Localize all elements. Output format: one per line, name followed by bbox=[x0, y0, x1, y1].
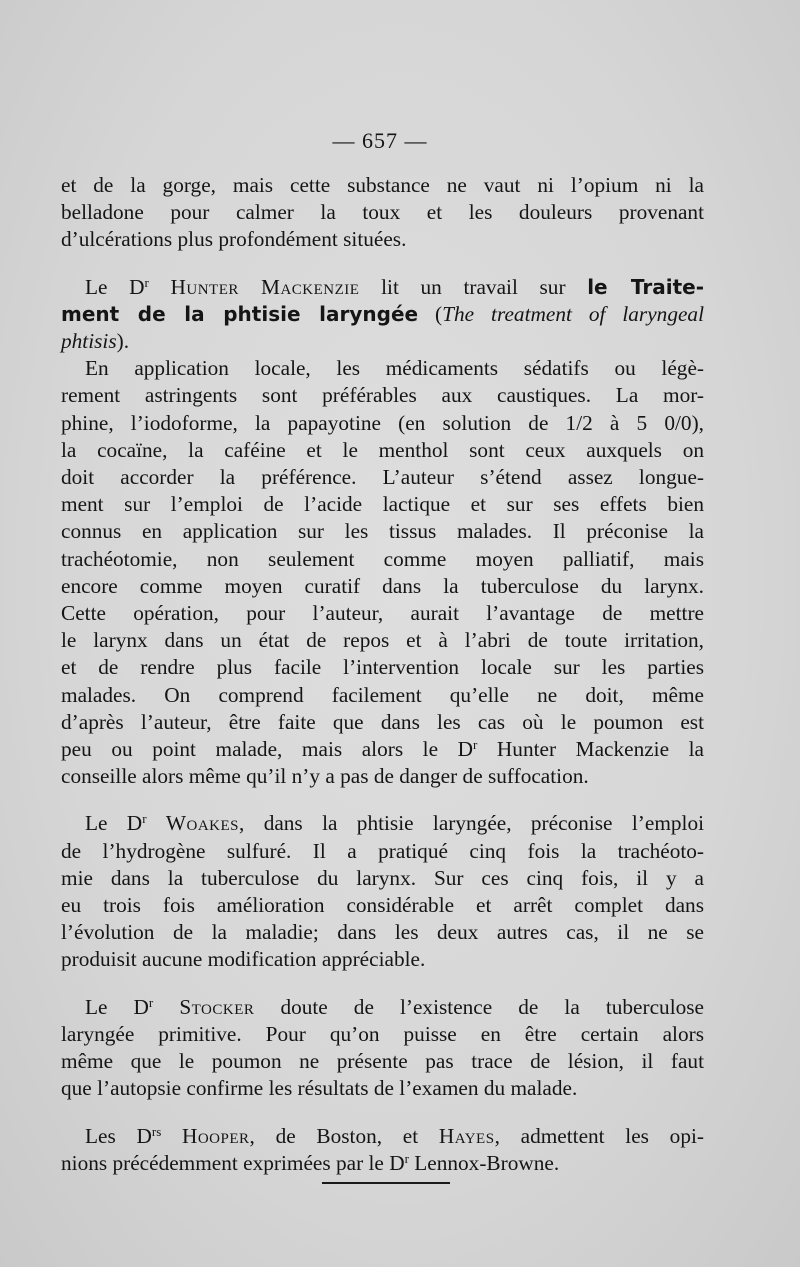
text-line: que l’autopsie confirme les résultats de l’examen du malade. bbox=[61, 1076, 578, 1101]
text-line: encore comme moyen curatif dans la tuberculose du larynx. bbox=[61, 573, 704, 598]
text-line: et de rendre plus facile l’intervention locale sur les parties bbox=[61, 655, 704, 680]
author-name: Woakes bbox=[165, 811, 240, 836]
author-name: Hayes bbox=[438, 1123, 495, 1148]
text-line: malades. On comprend facilement qu’elle ne doit, même bbox=[61, 682, 704, 707]
text-line: ment de la phtisie laryngée (The treatment of laryngeal bbox=[61, 301, 704, 326]
text-line: nions précédemment exprimées par le $D^r$ Lennox-Browne. bbox=[61, 1150, 560, 1175]
text-line: phtisis). bbox=[61, 329, 130, 354]
text-line: belladone pour calmer la toux et les douleurs provenant bbox=[61, 200, 704, 225]
paragraph-6 bbox=[61, 1123, 704, 1177]
body-text bbox=[61, 172, 704, 1177]
text-line: ment sur l’emploi de l’acide lactique et sur ses effets bien bbox=[61, 492, 704, 517]
text-line: peu ou point malade, mais alors le $D^r$ Hunter Mackenzie la bbox=[61, 737, 704, 762]
article-title: le Traite- bbox=[587, 274, 705, 299]
paragraph-3 bbox=[61, 355, 704, 790]
english-title: The treatment of laryngeal bbox=[442, 301, 704, 326]
text-line: de l’hydrogène sulfuré. Il a pratiqué cinq fois la trachéoto- bbox=[61, 838, 704, 863]
section-divider bbox=[322, 1182, 450, 1184]
text-line: eu trois fois amélioration considérable et arrêt complet dans bbox=[61, 893, 704, 918]
text-line: mie dans la tuberculose du larynx. Sur ces cinq fois, il y a bbox=[61, 865, 704, 890]
text-line: doit accorder la préférence. L’auteur s’étend assez longue- bbox=[61, 465, 704, 490]
paragraph-2 bbox=[61, 274, 704, 356]
text-line: d’ulcérations plus profondément situées. bbox=[61, 227, 407, 252]
text-line: Le $D^r$ Hunter Mackenzie lit un travail sur le Traite- bbox=[85, 274, 705, 299]
paragraph-5 bbox=[61, 994, 704, 1103]
author-name: Hooper bbox=[181, 1123, 250, 1148]
text-line: conseille alors même qu’il n’y a pas de danger de suffocation. bbox=[61, 764, 589, 789]
article-title: ment de la phtisie laryngée bbox=[61, 301, 419, 326]
text-line: même que le poumon ne présente pas trace de lésion, il faut bbox=[61, 1049, 704, 1074]
page-number: — 657 — bbox=[332, 128, 428, 153]
paragraph-4 bbox=[61, 810, 704, 973]
text-line: phine, l’iodoforme, la papayotine (en solution de 1/2 à 5 0/0), bbox=[61, 410, 704, 435]
text-line: Les $D^{rs}$ Hooper, de Boston, et Hayes, admettent les opi- bbox=[85, 1123, 704, 1148]
text-line: laryngée primitive. Pour qu’on puisse en être certain alors bbox=[61, 1021, 704, 1046]
text-line: trachéotomie, non seulement comme moyen palliatif, mais bbox=[61, 546, 704, 571]
text-line: En application locale, les médicaments sédatifs ou légè- bbox=[85, 356, 704, 381]
text-line: et de la gorge, mais cette substance ne vaut ni l’opium ni la bbox=[61, 173, 704, 197]
text-line: la cocaïne, la caféine et le menthol sont ceux auxquels on bbox=[61, 437, 704, 462]
text-line: rement astringents sont préférables aux caustiques. La mor- bbox=[61, 383, 704, 408]
text-line: d’après l’auteur, être faite que dans les cas où le poumon est bbox=[61, 709, 704, 734]
author-name: Hunter Mackenzie bbox=[170, 274, 360, 299]
text-line: le larynx dans un état de repos et à l’abri de toute irritation, bbox=[61, 628, 704, 653]
paragraph-1 bbox=[61, 172, 704, 254]
text-line: l’évolution de la maladie; dans les deux autres cas, il ne se bbox=[61, 920, 704, 945]
text-line: Le $D^r$ Woakes, dans la phtisie laryngée, préconise l’emploi bbox=[85, 811, 705, 836]
text-line: Le $D^r$ Stocker doute de l’existence de la tuberculose bbox=[85, 994, 704, 1019]
text-line: Cette opération, pour l’auteur, aurait l’avantage de mettre bbox=[61, 601, 704, 626]
text-line: connus en application sur les tissus malades. Il préconise la bbox=[61, 519, 704, 544]
author-name: Stocker bbox=[179, 994, 255, 1019]
text-line: produisit aucune modification appréciable. bbox=[61, 947, 426, 972]
english-title: phtisis bbox=[61, 329, 117, 354]
